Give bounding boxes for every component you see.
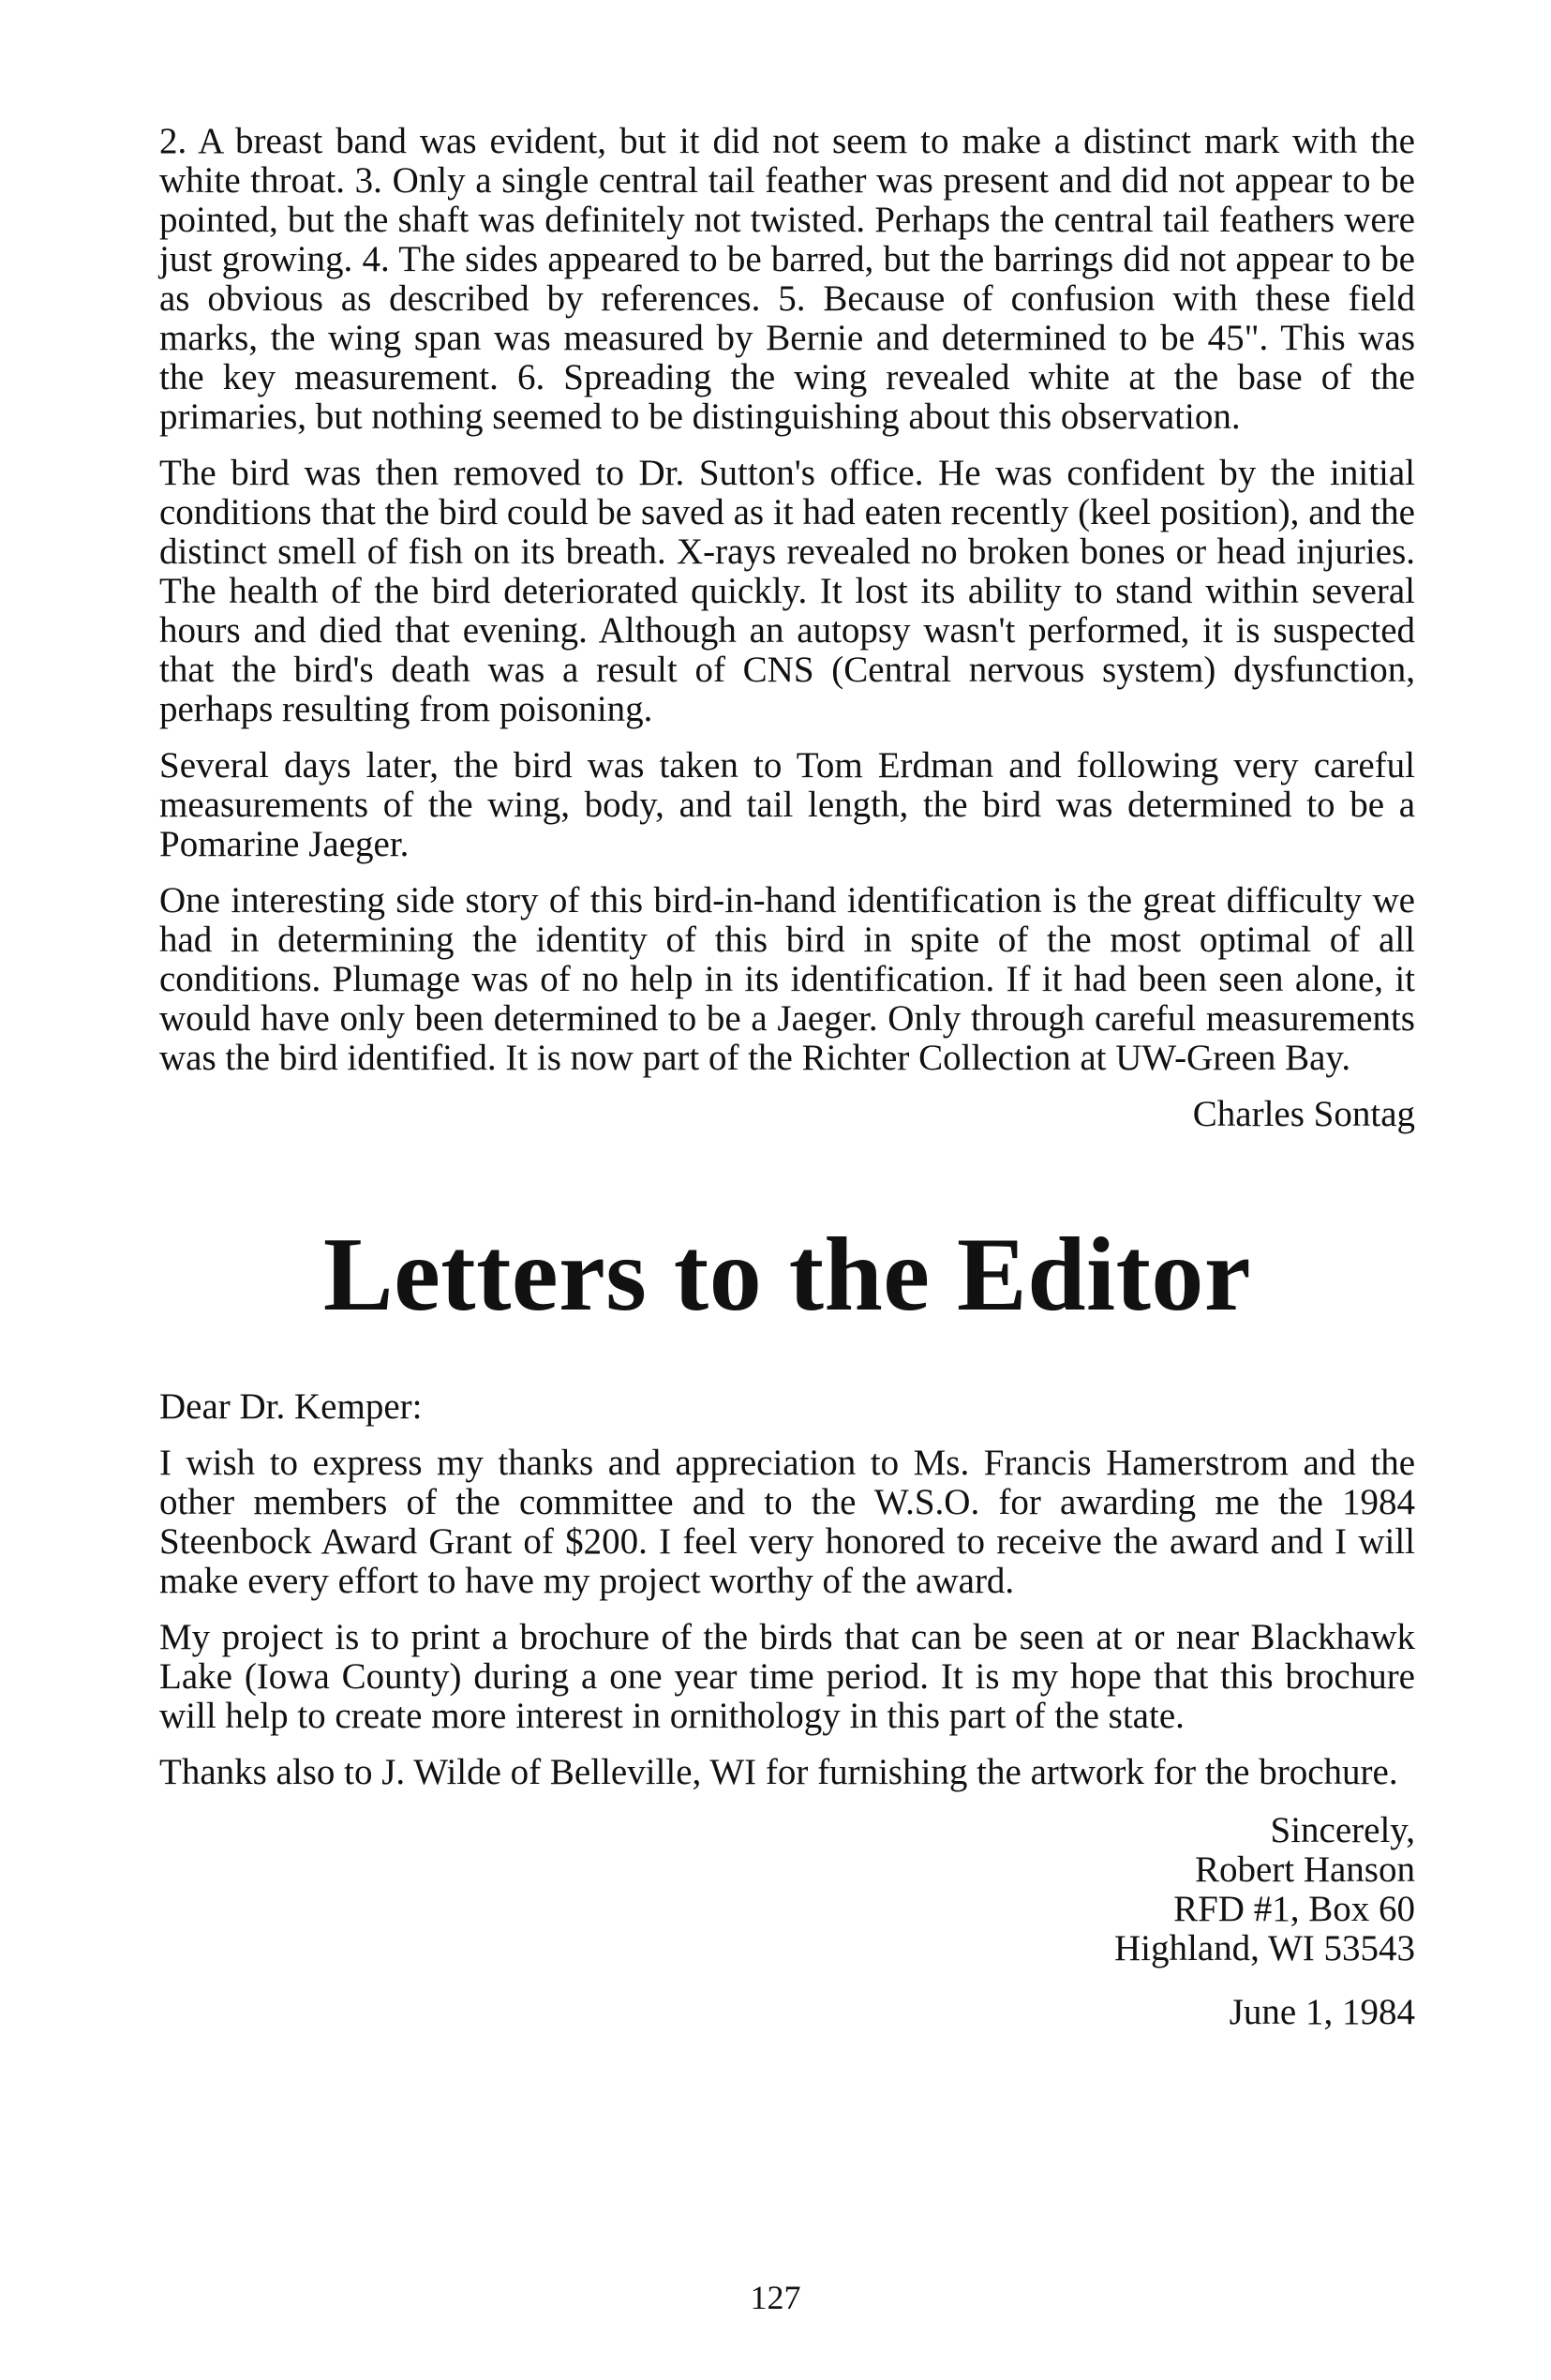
letter-closing: Sincerely,	[1270, 1810, 1415, 1850]
article-paragraph-4: One interesting side story of this bird-in-hand identification is the great difficulty we had in determining the identity of this bird in spite of the most optimal of all conditions. Plumage was of no help in its identification. If it had been seen alone, it would have only been determined to be a Jaeger. Only through careful measurements was the bird identified. It is now part of the Richter Collection at UW-Green Bay.	[159, 880, 1415, 1078]
letter-paragraph-2: My project is to print a brochure of the birds that can be seen at or near Blackhawk Lake (Iowa County) during a one year time period. It is my hope that this brochure will help to create more interest in ornithology in this part of the state.	[159, 1617, 1415, 1736]
letter-salutation: Dear Dr. Kemper:	[159, 1386, 423, 1427]
letter-date: June 1, 1984	[1229, 1992, 1415, 2032]
page-number: 127	[750, 2279, 801, 2316]
letter-author-name: Robert Hanson	[1194, 1849, 1415, 1890]
article-paragraph-2: The bird was then removed to Dr. Sutton's office. He was confident by the initial conditions that the bird could be saved as it had eaten recently (keel position), and the distinct smell of fish on its breath. X-rays revealed no broken bones or head injuries. The health of the bird deteriorated quickly. It lost its ability to stand within several hours and died that evening. Although an autopsy wasn't performed, it is suspected that the bird's death was a result of CNS (Central nervous system) dysfunction, perhaps resulting from poisoning.	[159, 453, 1415, 729]
article-author: Charles Sontag	[1192, 1094, 1415, 1134]
article-paragraph-1: 2. A breast band was evident, but it did not seem to make a distinct mark with the white throat. 3. Only a single central tail feather was present and did not appear to be pointed, but the shaft was definitely not twisted. Perhaps the central tail feathers were just growing. 4. The sides appeared to be barred, but the barrings did not appear to be as obvious as described by references. 5. Because of confusion with these field marks, the wing span was measured by Bernie and determined to be 45". This was the key measurement. 6. Spreading the wing revealed white at the base of the primaries, but nothing seemed to be distinguishing about this observation.	[159, 121, 1415, 437]
section-heading: Letters to the Editor	[322, 1217, 1252, 1333]
letter-address-line-2: Highland, WI 53543	[1114, 1928, 1415, 1968]
letter-signature-block	[159, 1811, 1415, 2032]
text-column	[159, 122, 1415, 2032]
letter-paragraph-3: Thanks also to J. Wilde of Belleville, WI for furnishing the artwork for the brochure.	[159, 1752, 1398, 1792]
letter-paragraph-1: I wish to express my thanks and appreciation to Ms. Francis Hamerstrom and the other members of the committee and to the W.S.O. for awarding me the 1984 Steenbock Award Grant of $200. I feel very honored to receive the award and I will make every effort to have my project worthy of the award.	[159, 1443, 1415, 1601]
letter-address-line-1: RFD #1, Box 60	[1173, 1889, 1415, 1929]
article-paragraph-3: Several days later, the bird was taken to Tom Erdman and following very careful measurements of the wing, body, and tail length, the bird was determined to be a Pomarine Jaeger.	[159, 745, 1415, 864]
